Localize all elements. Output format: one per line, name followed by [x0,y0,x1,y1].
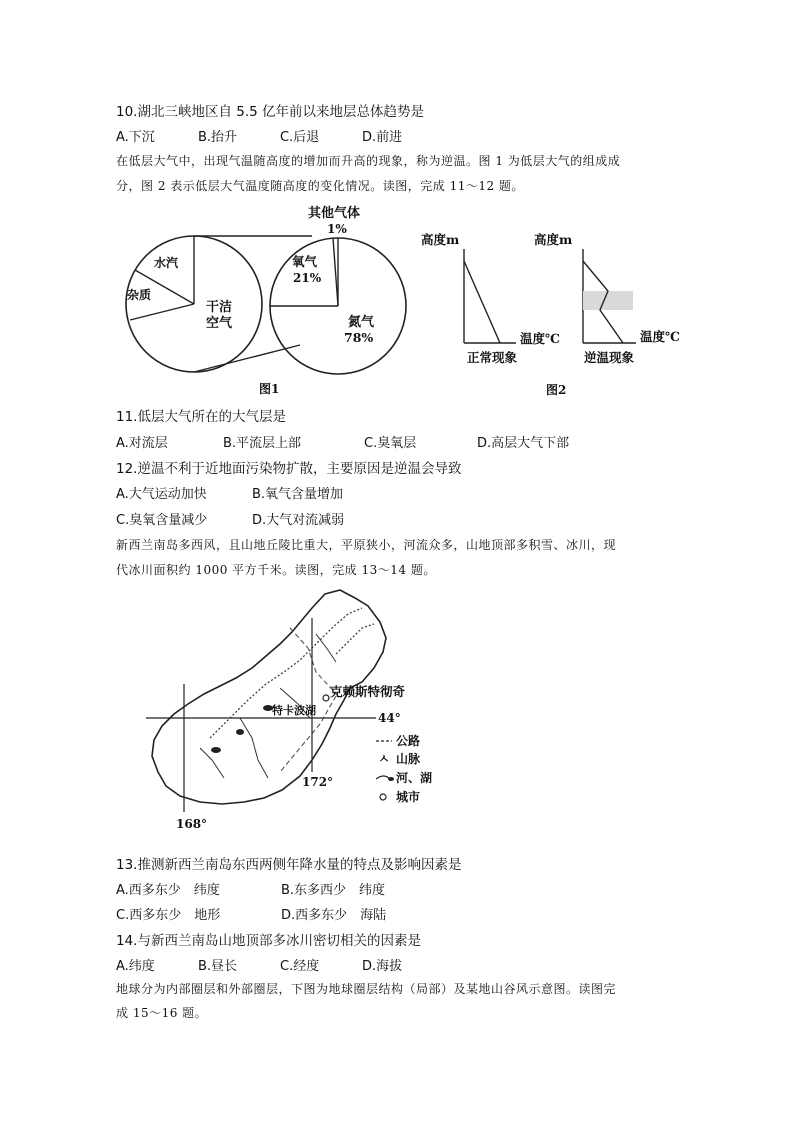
inversion-y-axis-label: 高度m [534,232,573,247]
intro-15-16-line2: 成 15～16 题。 [116,1006,208,1020]
connector-line-bottom [194,345,300,372]
question-10-stem: 10.湖北三峡地区自 5.5 亿年前以来地层总体趋势是 [116,104,425,120]
river [240,718,268,778]
option-a: A.纬度 [116,959,155,974]
option-b: B.抬升 [198,130,238,145]
legend-lake-symbol [388,777,394,781]
latitude-label: 44° [378,711,401,725]
pie-label-oxygen: 氧气 [292,254,318,269]
legend-river-symbol [376,776,390,779]
legend-city-symbol [380,794,386,800]
pie-label-other-gases: 其他气体 [308,206,361,221]
inversion-layer-band [583,291,633,310]
river [316,634,336,662]
intro-15-16-line1: 地球分为内部圈层和外部圈层，下图为地球圈层结构（局部）及某地山谷风示意图。读图完 [116,982,617,996]
pie-label-nitrogen-pct: 78% [344,330,374,345]
legend-mountain-symbol: ㅅ [378,752,390,766]
pie-label-water-vapor: 水汽 [154,256,179,270]
question-12-stem: 12.逆温不利于近地面污染物扩散，主要原因是逆温会导致 [116,461,462,477]
option-b: B.平流层上部 [223,436,302,451]
left-pie-divider [130,304,194,320]
figure-1-caption: 图1 [259,382,280,396]
option-d: D.高层大气下部 [477,436,570,451]
city-label: 克赖斯特彻奇 [330,684,406,699]
legend-mountain: 山脉 [396,752,421,766]
right-pie-divider [333,238,338,306]
normal-x-axis-label: 温度℃ [520,331,560,346]
inversion-caption: 逆温现象 [584,350,635,365]
option-c: C.臭氧含量减少 [116,513,208,528]
lake-label: 特卡波湖 [272,704,316,717]
figure-2-temperature-profiles [418,225,698,405]
option-c: C.臭氧层 [364,436,417,451]
pie-label-impurities: 杂质 [127,288,152,302]
south-island-map [140,588,460,838]
option-a: A.对流层 [116,436,168,451]
option-d: D.前进 [362,130,403,145]
mountain-range [336,624,374,654]
option-a: A.西多东少 纬度 [116,883,220,898]
normal-temperature-line [464,261,500,343]
lake [236,729,244,735]
lake [211,747,221,753]
question-14-stem: 14.与新西兰南岛山地顶部多冰川密切相关的因素是 [116,933,421,949]
pie-label-air: 空气 [206,316,233,331]
option-d: D.西多东少 海陆 [281,908,387,923]
intro-11-12-line2: 分，图 2 表示低层大气温度随高度的变化情况。读图，完成 11～12 题。 [116,179,524,193]
option-b: B.东多西少 纬度 [281,883,386,898]
normal-caption: 正常现象 [467,350,518,365]
option-a: A.下沉 [116,130,155,145]
option-d: D.海拔 [362,959,403,974]
pie-label-other-gases-pct: 1% [327,222,347,236]
inversion-x-axis-label: 温度℃ [640,329,680,344]
option-d: D.大气对流减弱 [252,513,345,528]
option-b: B.氧气含量增加 [252,487,344,502]
legend-road: 公路 [396,734,421,748]
intro-13-14-line2: 代冰川面积约 1000 平方千米。读图，完成 13～14 题。 [116,563,436,577]
river [200,748,224,778]
question-11-stem: 11.低层大气所在的大气层是 [116,409,286,425]
legend-river-lake: 河、湖 [396,771,433,785]
city-marker [323,695,329,701]
option-a: A.大气运动加快 [116,487,207,502]
option-c: C.后退 [280,130,320,145]
option-b: B.昼长 [198,959,238,974]
longitude-label-168: 168° [176,817,208,831]
option-c: C.西多东少 地形 [116,908,221,923]
pie-label-dry-clean: 干洁 [206,300,233,315]
normal-y-axis-label: 高度m [421,232,460,247]
legend-city: 城市 [396,790,421,804]
pie-label-oxygen-pct: 21% [293,271,322,285]
question-13-stem: 13.推测新西兰南岛东西两侧年降水量的特点及影响因素是 [116,857,462,873]
option-c: C.经度 [280,959,320,974]
figure-2-caption: 图2 [546,383,567,397]
intro-11-12-line1: 在低层大气中，出现气温随高度的增加而升高的现象，称为逆温。图 1 为低层大气的组成成 [116,154,621,168]
intro-13-14-line1: 新西兰南岛多西风，且山地丘陵比重大，平原狭小，河流众多，山地顶部多积雪、冰川，现 [116,538,617,552]
longitude-label-172: 172° [302,775,334,789]
pie-label-nitrogen: 氮气 [348,315,375,330]
figure-1-pie-charts [118,203,418,403]
